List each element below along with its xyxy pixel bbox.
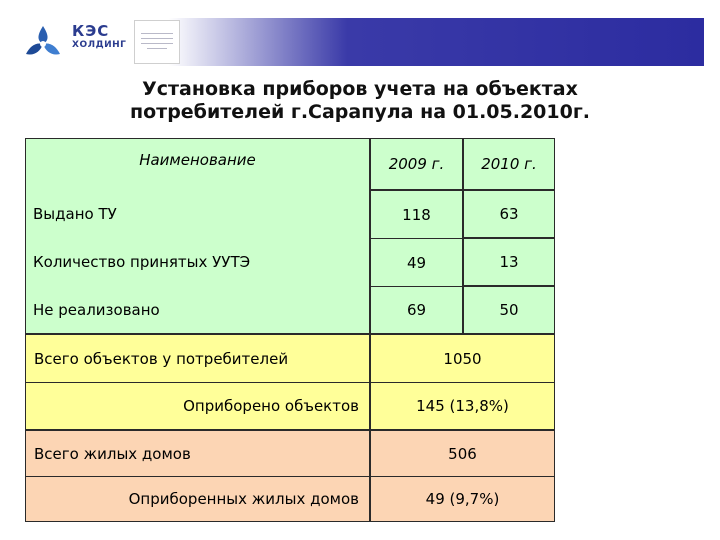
summary-value-total-houses: 506	[370, 430, 555, 476]
page-title	[80, 78, 640, 124]
summary-value-metered-objects: 145 (13,8%)	[370, 382, 555, 430]
summary-label-metered-houses: Оприборенных жилых домов	[25, 476, 370, 522]
cell-2010-not-implemented: 50	[463, 286, 555, 334]
data-table	[25, 138, 555, 522]
header-banner	[18, 18, 704, 66]
summary-label-total-objects: Всего объектов у потребителей	[25, 334, 370, 382]
cell-2010-issued: 63	[463, 190, 555, 238]
cell-2009-accepted: 49	[370, 238, 463, 286]
logo-text	[72, 24, 126, 52]
column-header-name: Наименование	[25, 138, 370, 334]
column-header-2009: 2009 г.	[370, 138, 463, 190]
summary-label-total-houses: Всего жилых домов	[25, 430, 370, 476]
title-line2: потребителей г.Сарапула на 01.05.2010г.	[130, 101, 590, 123]
cell-2009-not-implemented: 69	[370, 286, 463, 334]
cell-2009-issued: 118	[370, 190, 463, 238]
summary-value-metered-houses: 49 (9,7%)	[370, 476, 555, 522]
cell-2010-accepted: 13	[463, 238, 555, 286]
logo-line1: КЭС	[72, 22, 110, 40]
row-label-issued: Выдано ТУ	[33, 205, 117, 223]
kes-logo-icon	[22, 22, 64, 64]
summary-label-metered-objects: Оприборено объектов	[25, 382, 370, 430]
secondary-logo	[134, 20, 180, 64]
row-label-accepted: Количество принятых УУТЭ	[33, 253, 251, 271]
title-line1: Установка приборов учета на объектах	[142, 78, 578, 100]
summary-value-total-objects: 1050	[370, 334, 555, 382]
company-logo	[18, 18, 128, 66]
column-header-2010: 2010 г.	[463, 138, 555, 190]
row-label-not-implemented: Не реализовано	[33, 301, 160, 319]
logo-line2: ХОЛДИНГ	[72, 40, 127, 50]
